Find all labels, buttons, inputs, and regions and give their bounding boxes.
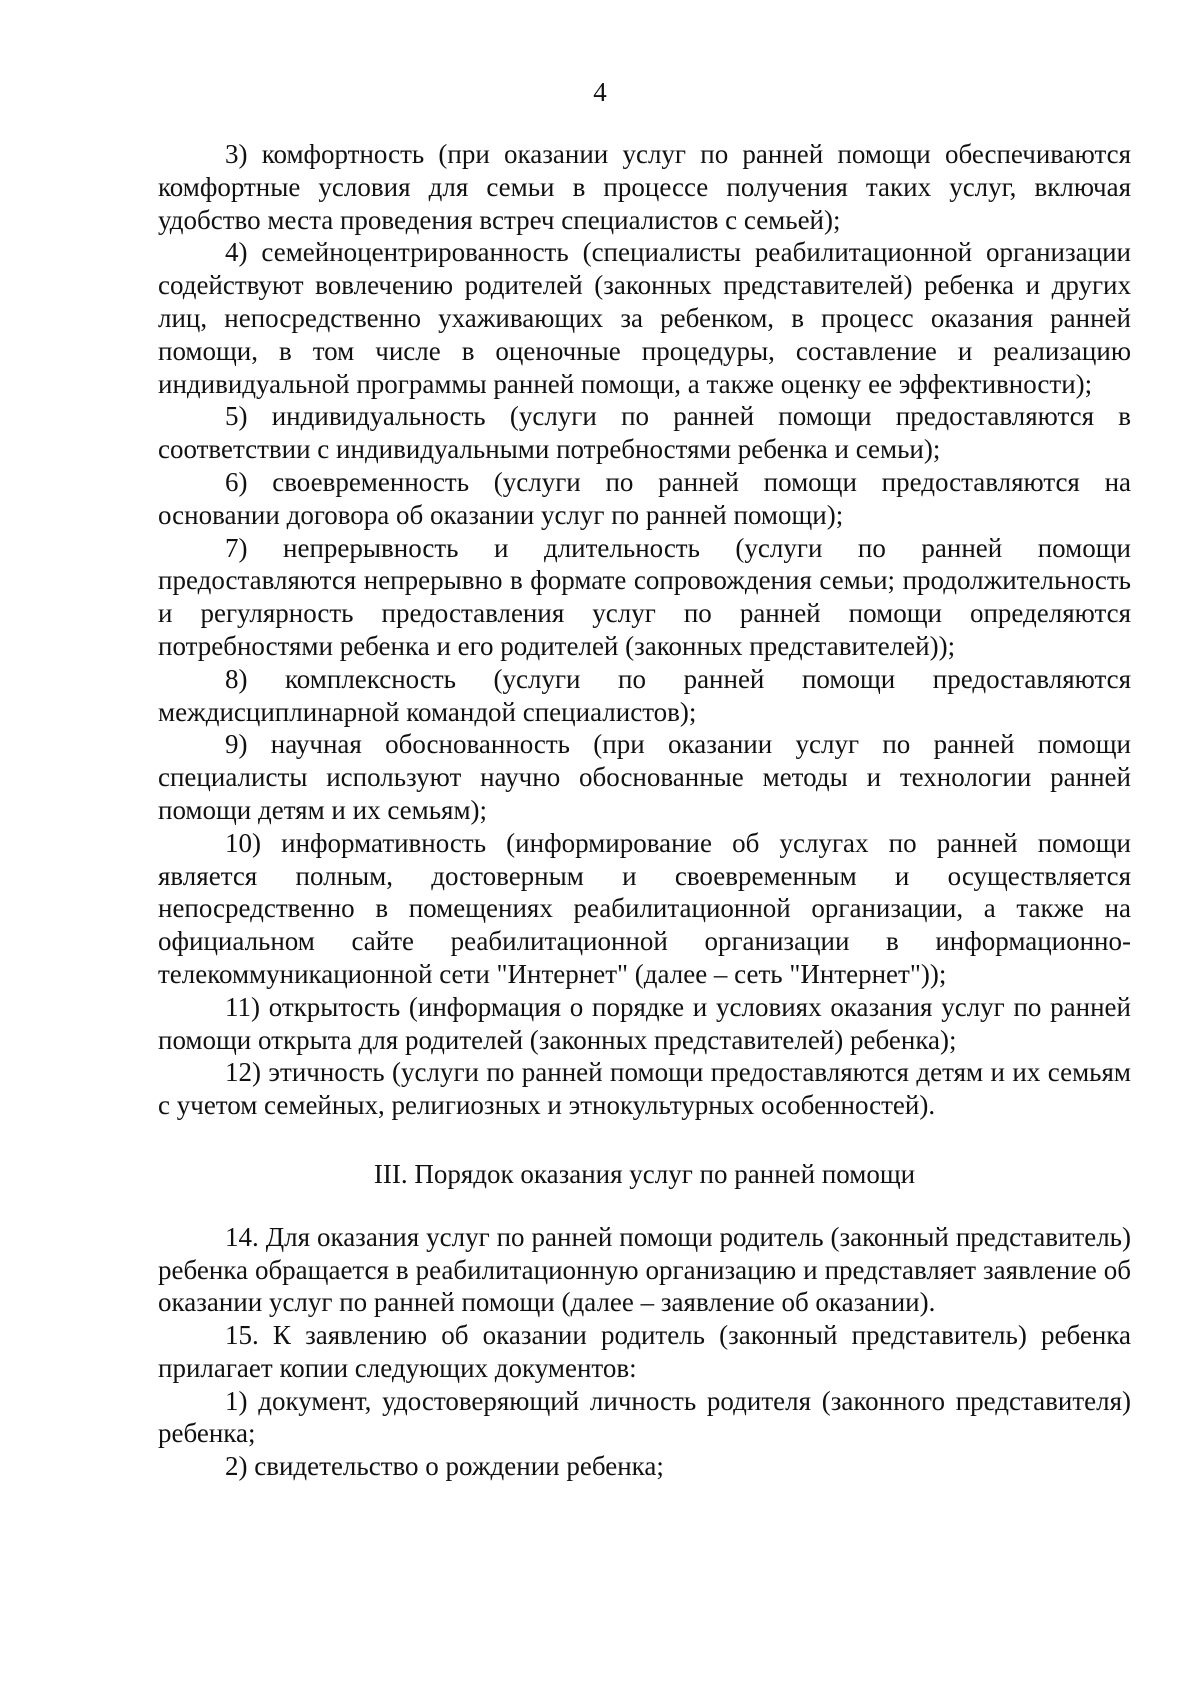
paragraph-principle-ethics: 12) этичность (услуги по ранней помощи предоставляются детям и их семьям с учетом семейных, религиозных и этнокультурных особенностей).: [158, 1057, 1131, 1121]
paragraph-principle-scientific-validity: 9) научная обоснованность (при оказании услуг по ранней помощи специалисты используют научно обоснованные методы и технологии ранней помощи детям и их семьям);: [158, 729, 1131, 825]
document-body: [158, 138, 1131, 1483]
paragraph-principle-comfort: 3) комфортность (при оказании услуг по ранней помощи обеспечиваются комфортные условия для семьи в процессе получения таких услуг, включая удобство места проведения встреч специалистов с семьей);: [158, 139, 1131, 235]
section-heading: III. Порядок оказания услуг по ранней помощи: [373, 1158, 916, 1189]
paragraph-principle-informativeness: 10) информативность (информирование об услугах по ранней помощи является полным, достоверным и своевременным и осуществляется непосредственно в помещениях реабилитационной организации, а также на официальном сайте реабилитационной организации в информационно-телекоммуникационной сети "Интернет" (далее – сеть "Интернет"));: [158, 827, 1131, 989]
paragraph-principle-individuality: 5) индивидуальность (услуги по ранней помощи предоставляются в соответствии с индивидуальными потребностями ребенка и семьи);: [158, 401, 1131, 465]
paragraph-document-identity: 1) документ, удостоверяющий личность родителя (законного представителя) ребенка;: [158, 1385, 1131, 1449]
paragraph-item-15: 15. К заявлению об оказании родитель (законный представитель) ребенка прилагает копии следующих документов:: [158, 1320, 1131, 1383]
paragraph-item-14: 14. Для оказания услуг по ранней помощи родитель (законный представитель) ребенка обращается в реабилитационную организацию и представляет заявление об оказании услуг по ранней помощи (далее – заявление об оказании).: [158, 1221, 1131, 1318]
paragraph-principle-complexity: 8) комплексность (услуги по ранней помощи предоставляются междисциплинарной командой специалистов);: [158, 663, 1131, 727]
paragraph-principle-family-centered: 4) семейноцентрированность (специалисты реабилитационной организации содействуют вовлечению родителей (законных представителей) ребенка и других лиц, непосредственно ухаживающих за ребенком, в процесс оказания ранней помощи, в том числе в оценочные процедуры, составление и реализацию индивидуальной программы ранней помощи, а также оценку ее эффективности);: [158, 237, 1131, 399]
paragraph-principle-openness: 11) открытость (информация о порядке и условиях оказания услуг по ранней помощи открыта для родителей (законных представителей) ребенка);: [158, 991, 1131, 1055]
page-number: 4: [593, 77, 607, 107]
paragraph-principle-continuity: 7) непрерывность и длительность (услуги по ранней помощи предоставляются непрерывно в формате сопровождения семьи; продолжительность и регулярность предоставления услуг по ранней помощи определяются потребностями ребенка и его родителей (законных представителей));: [158, 532, 1131, 661]
paragraph-principle-timeliness: 6) своевременность (услуги по ранней помощи предоставляются на основании договора об оказании услуг по ранней помощи);: [158, 466, 1131, 530]
paragraph-document-birth-certificate: 2) свидетельство о рождении ребенка;: [225, 1451, 664, 1482]
